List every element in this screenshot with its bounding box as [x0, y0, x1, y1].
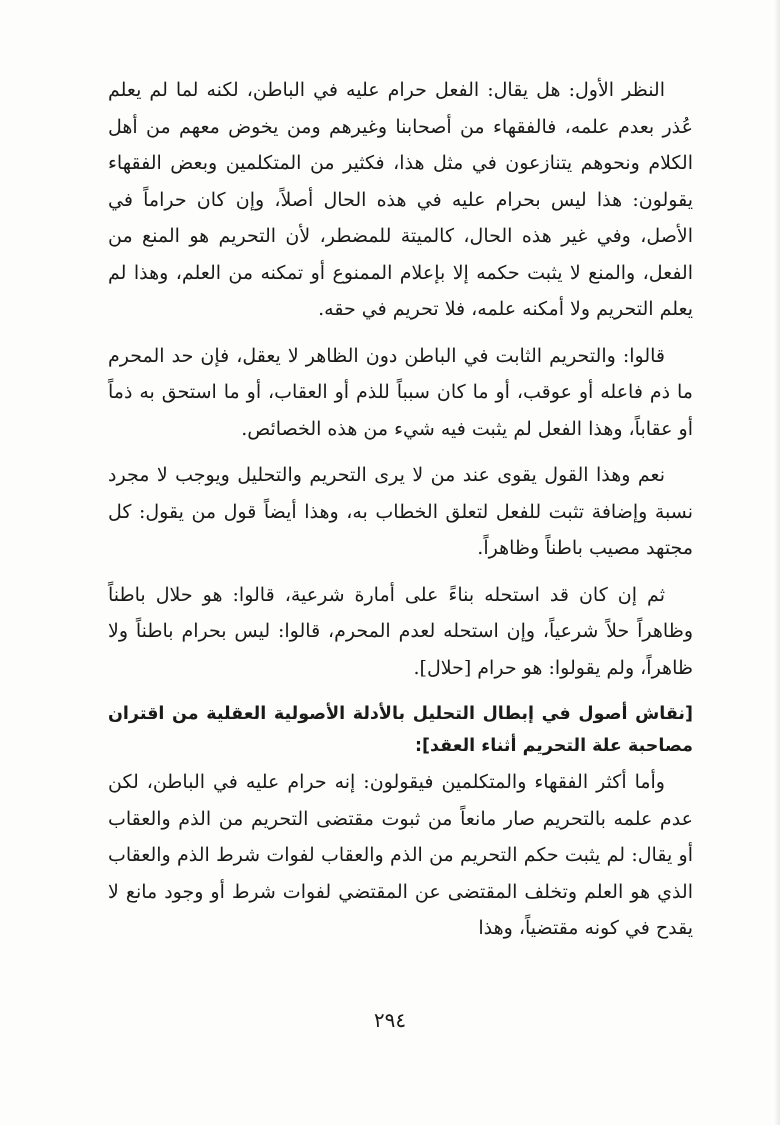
- paragraph-yes-this-view: نعم وهذا القول يقوى عند من لا يرى التحريم والتحليل ويوجب لا مجرد نسبة وإضافة تثبت للفعل لتعلق الخطاب به، وهذا أيضاً قول من يقول: كل مجتهد مصيب باطناً وظاهراً.: [108, 464, 693, 559]
- paragraph-they-said: قالوا: والتحريم الثابت في الباطن دون الظاهر لا يعقل، فإن حد المحرم ما ذم فاعله أو عوقب، أو ما كان سبباً للذم أو العقاب، أو ما استحق به ذماً أو عقاباً، وهذا الفعل لم يثبت فيه شيء من هذه الخصائص.: [108, 344, 693, 440]
- paragraph-first-view: النظر الأول: هل يقال: الفعل حرام عليه في الباطن، لكنه لما لم يعلم عُذر بعدم علمه، فالفقهاء من أصحابنا وغيرهم ومن يخوض معهم من أهل الكلام ونحوهم يتنازعون في مثل هذا، فكثير من المتكلمين وبعض الفقهاء يقولون: هذا ليس بحرام عليه في هذه الحال أصلاً، وإن كان حراماً في الأصل، وفي غير هذه الحال، كالميتة للمضطر، لأن التحريم هو المنع من الفعل، والمنع لا يثبت حكمه إلا بإعلام الممنوع أو تمكنه من العلم، وهذا لم يعلم التحريم ولا أمكنه علمه، فلا تحريم في حقه.: [108, 79, 693, 320]
- scan-edge-shadow: [774, 0, 780, 1125]
- page-text-block: [108, 72, 693, 957]
- page-number: ٢٩٤: [373, 1008, 407, 1032]
- paragraph-most-jurists: وأما أكثر الفقهاء والمتكلمين فيقولون: إنه حرام عليه في الباطن، لكن عدم علمه بالتحريم صار مانعاً من ثبوت مقتضى التحريم من الذم والعقاب أو يقال: لم يثبت حكم التحريم من الذم والعقاب لفوات شرط الذم والعقاب الذي هو العلم وتخلف المقتضى عن المقتضي لفوات شرط أو وجود مانع لا يقدح في كونه مقتضياً، وهذا: [108, 771, 693, 939]
- paragraph-then-if: ثم إن كان قد استحله بناءً على أمارة شرعية، قالوا: هو حلال باطناً وظاهراً حلاً شرعياً، وإن استحله لعدم المحرم، قالوا: ليس بحرام باطناً ولا ظاهراً، ولم يقولوا: هو حرام [حلال].: [108, 583, 693, 679]
- section-heading: [نقاش أصول في إبطال التحليل بالأدلة الأصولية العقلية من اقتران مصاحبة علة التحريم أثناء العقد]:: [108, 704, 693, 756]
